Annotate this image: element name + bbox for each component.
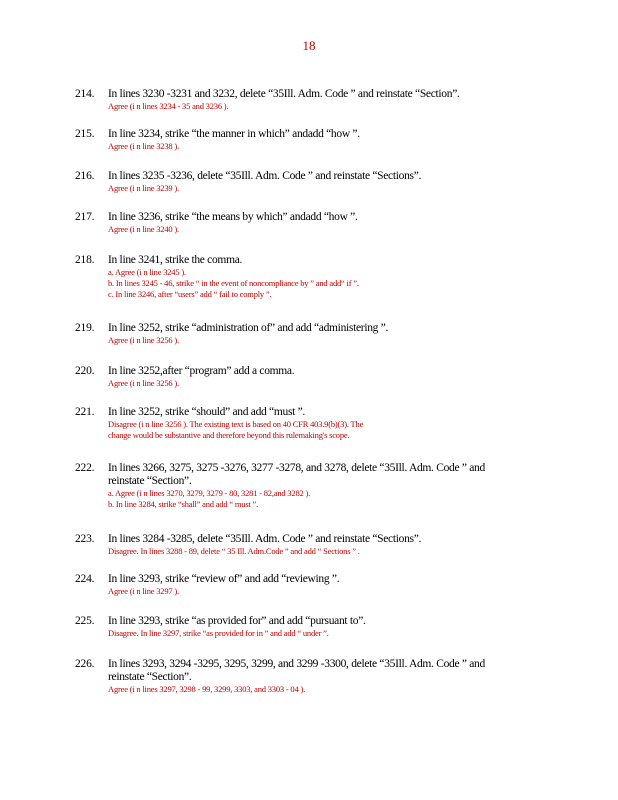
item-number: 224. (75, 573, 95, 585)
proposed-change-text: In lines 3293, 3294 -3295, 3295, 3299, and 3299 -3300, delete “35Ill. Adm. Code ” and (108, 658, 485, 670)
item-body (108, 406, 535, 441)
agency-response-text: Agree (i n line 3297 ). (108, 586, 179, 596)
comment-item (75, 170, 535, 194)
comment-item (75, 573, 535, 597)
agency-response-text: Agree (i n line 3240 ). (108, 224, 179, 234)
item-number: 219. (75, 322, 95, 334)
item-body (108, 211, 535, 235)
item-number: 223. (75, 533, 95, 545)
proposed-change-text: In line 3252, strike “should” and add “must ”. (108, 406, 305, 418)
item-number: 214. (75, 88, 95, 100)
item-number: 220. (75, 365, 95, 377)
item-body (108, 254, 535, 300)
comment-item (75, 365, 535, 389)
proposed-change-text: reinstate “Section”. (108, 671, 192, 683)
item-number: 215. (75, 128, 95, 140)
proposed-change-text: In lines 3266, 3275, 3275 -3276, 3277 -3278, and 3278, delete “35Ill. Adm. Code ” and (108, 462, 485, 474)
agency-response-text: b. In lines 3245 - 46, strike “ in the event of noncompliance by ” and add“ if ”. (108, 278, 359, 288)
proposed-change-text: In line 3252, strike “administration of” and add “administering ”. (108, 322, 389, 334)
agency-response-text: a. Agree (i n lines 3270, 3279, 3279 - 80, 3281 - 82,and 3282 ). (108, 488, 311, 498)
item-body (108, 658, 535, 695)
comment-item (75, 128, 535, 152)
proposed-change-text: In line 3241, strike the comma. (108, 254, 243, 266)
item-body (108, 615, 535, 639)
agency-response-text: Agree (i n line 3256 ). (108, 378, 179, 388)
agency-response-text: Agree (i n line 3256 ). (108, 335, 179, 345)
agency-response-text: Agree (i n line 3239 ). (108, 183, 179, 193)
item-number: 217. (75, 211, 95, 223)
item-number: 218. (75, 254, 95, 266)
item-number: 216. (75, 170, 95, 182)
comment-item (75, 406, 535, 441)
comment-item (75, 615, 535, 639)
agency-response-text: change would be substantive and therefore beyond this rulemaking's scope. (108, 430, 350, 440)
page-number: 18 (302, 38, 316, 53)
item-body (108, 322, 535, 346)
item-number: 221. (75, 406, 95, 418)
item-body (108, 128, 535, 152)
proposed-change-text: In lines 3230 -3231 and 3232, delete “35Ill. Adm. Code ” and reinstate “Section”. (108, 88, 460, 100)
comment-item (75, 254, 535, 300)
agency-response-text: c. In line 3246, after “users” add “ fail to comply ”. (108, 289, 272, 299)
proposed-change-text: In line 3252,after “program” add a comma. (108, 365, 295, 377)
agency-response-text: Disagree. In line 3297, strike “as provided for in ” and add “ under ”. (108, 628, 329, 638)
agency-response-text: Disagree (i n line 3256 ). The existing text is based on 40 CFR 403.9(b)(3). The (108, 419, 364, 429)
item-body (108, 170, 535, 194)
agency-response-text: Disagree. In lines 3288 - 89, delete “ 35 Ill. Adm.Code ” and add “ Sections ” . (108, 546, 360, 556)
proposed-change-text: In line 3293, strike “as provided for” and add “pursuant to”. (108, 615, 366, 627)
proposed-change-text: In line 3234, strike “the manner in which” andadd “how ”. (108, 128, 360, 140)
item-body (108, 533, 535, 557)
comment-item (75, 322, 535, 346)
proposed-change-text: In line 3293, strike “review of” and add “reviewing ”. (108, 573, 340, 585)
agency-response-text: Agree (i n lines 3297, 3298 - 99, 3299, 3303, and 3303 - 04 ). (108, 684, 305, 694)
comment-item (75, 533, 535, 557)
item-body (108, 88, 535, 112)
item-number: 226. (75, 658, 95, 670)
comment-item (75, 658, 535, 695)
item-body (108, 462, 535, 510)
proposed-change-text: In line 3236, strike “the means by which” andadd “how ”. (108, 211, 358, 223)
item-number: 225. (75, 615, 95, 627)
comment-item (75, 462, 535, 510)
agency-response-text: b. In line 3284, strike “shall” and add “ must ”. (108, 499, 259, 509)
proposed-change-text: reinstate “Section”. (108, 475, 192, 487)
agency-response-text: Agree (i n lines 3234 - 35 and 3236 ). (108, 101, 229, 111)
item-number: 222. (75, 462, 95, 474)
item-body (108, 573, 535, 597)
proposed-change-text: In lines 3284 -3285, delete “35Ill. Adm. Code ” and reinstate “Sections”. (108, 533, 422, 545)
item-body (108, 365, 535, 389)
agency-response-text: Agree (i n line 3238 ). (108, 141, 179, 151)
agency-response-text: a. Agree (i n line 3245 ). (108, 267, 186, 277)
proposed-change-text: In lines 3235 -3236, delete “35Ill. Adm. Code ” and reinstate “Sections”. (108, 170, 422, 182)
comment-item (75, 211, 535, 235)
comment-item (75, 88, 535, 112)
